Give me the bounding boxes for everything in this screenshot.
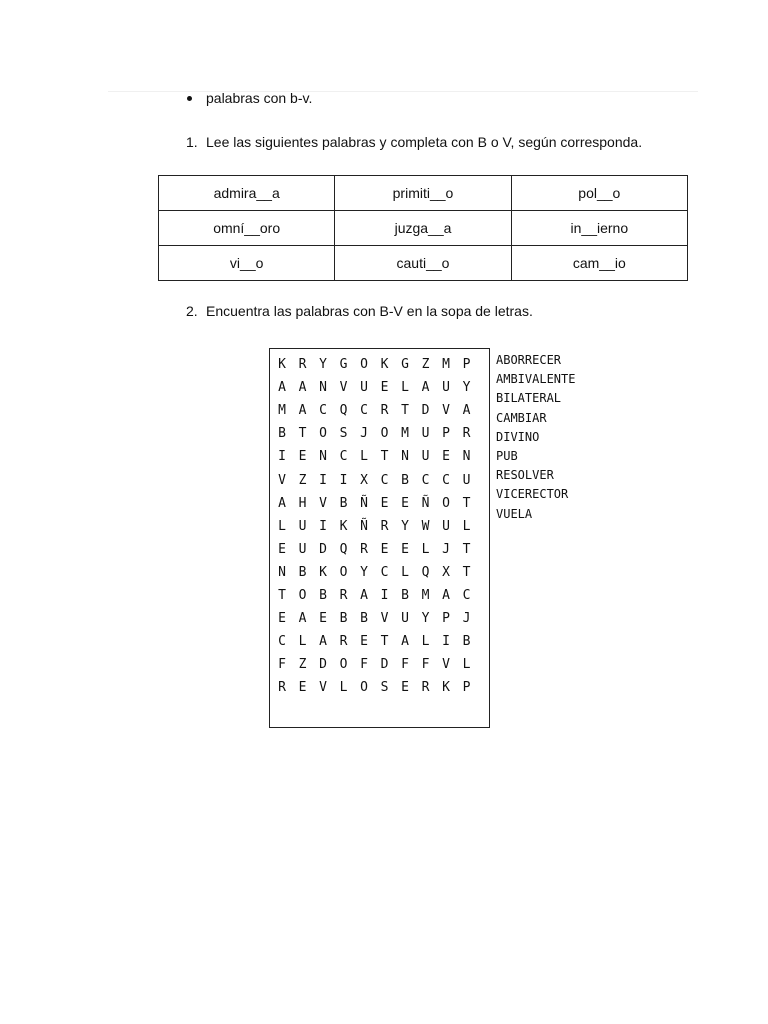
- grid-letter: U: [442, 518, 450, 534]
- grid-letter: V: [442, 657, 450, 673]
- grid-letter: E: [380, 495, 389, 511]
- instruction-2: [186, 303, 533, 319]
- grid-letter: K: [319, 564, 327, 580]
- grid-letter: R: [380, 518, 389, 534]
- table-row: [159, 246, 688, 281]
- grid-letter: A: [298, 380, 307, 396]
- grid-letter: Q: [339, 403, 348, 419]
- grid-letter: U: [360, 380, 368, 396]
- grid-letter: Y: [401, 518, 409, 534]
- grid-letter: M: [421, 588, 430, 603]
- table-cell: pol__o: [511, 176, 687, 211]
- grid-letter: G: [339, 357, 348, 372]
- grid-letter: S: [339, 426, 348, 442]
- grid-letter: P: [442, 611, 450, 627]
- grid-letter: K: [380, 357, 389, 372]
- grid-letter: Y: [421, 611, 430, 627]
- grid-letter: Z: [298, 657, 307, 673]
- word-list-item: DIVINO: [496, 429, 540, 444]
- grid-letter: T: [278, 588, 286, 603]
- bullet-icon: [187, 96, 192, 101]
- grid-letter: C: [360, 403, 368, 419]
- grid-letter: A: [319, 634, 327, 650]
- table-cell: cam__io: [511, 246, 687, 281]
- grid-letter: U: [298, 518, 307, 534]
- grid-letter: Z: [421, 357, 430, 372]
- word-list-item: PUB: [496, 448, 518, 463]
- table-cell: vi__o: [159, 246, 335, 281]
- grid-letter: V: [442, 403, 450, 419]
- grid-letter: S: [380, 680, 389, 696]
- grid-letter: E: [442, 449, 450, 465]
- grid-letter: E: [298, 680, 307, 696]
- grid-row: [270, 540, 489, 559]
- grid-letter: U: [421, 426, 430, 442]
- grid-letter: L: [339, 680, 348, 696]
- grid-letter: T: [462, 564, 471, 580]
- grid-letter: C: [442, 472, 450, 488]
- grid-letter: E: [401, 495, 409, 511]
- grid-letter: M: [278, 403, 286, 419]
- grid-letter: E: [401, 680, 409, 696]
- table-cell: omní__oro: [159, 211, 335, 246]
- grid-letter: M: [442, 357, 450, 372]
- grid-letter: L: [462, 657, 471, 673]
- grid-letter: B: [462, 634, 471, 650]
- grid-letter: K: [339, 518, 348, 534]
- grid-letter: Y: [360, 564, 368, 580]
- grid-row: [270, 609, 489, 628]
- word-list-item: VUELA: [496, 506, 533, 521]
- table-cell: juzga__a: [335, 211, 511, 246]
- grid-letter: R: [360, 541, 368, 557]
- grid-letter: L: [401, 564, 409, 580]
- grid-letter: P: [462, 680, 471, 696]
- grid-letter: Q: [339, 541, 348, 557]
- grid-letter: B: [401, 588, 409, 603]
- grid-letter: O: [360, 680, 368, 696]
- grid-letter: A: [298, 403, 307, 419]
- grid-letter: A: [462, 403, 471, 419]
- grid-row: [270, 447, 489, 466]
- grid-letter: B: [339, 611, 348, 627]
- grid-letter: Ñ: [360, 518, 368, 534]
- table-row: [159, 176, 688, 211]
- grid-row: [270, 655, 489, 674]
- grid-letter: V: [339, 380, 348, 396]
- grid-letter: R: [339, 634, 348, 650]
- word-list-item: RESOLVER: [496, 468, 554, 483]
- grid-letter: A: [278, 495, 286, 511]
- grid-row: [270, 494, 489, 513]
- grid-letter: L: [401, 380, 409, 396]
- grid-letter: I: [442, 634, 450, 650]
- grid-letter: P: [442, 426, 450, 442]
- grid-letter: I: [380, 588, 389, 603]
- grid-letter: C: [278, 634, 286, 650]
- grid-letter: T: [462, 495, 471, 511]
- grid-letter: N: [278, 564, 286, 580]
- grid-letter: R: [462, 426, 471, 442]
- grid-letter: F: [360, 657, 368, 673]
- table-cell: cauti__o: [335, 246, 511, 281]
- word-list-item: AMBIVALENTE: [496, 372, 576, 387]
- grid-row: [270, 517, 489, 536]
- grid-letter: Q: [421, 564, 430, 580]
- grid-letter: U: [401, 611, 409, 627]
- grid-letter: L: [298, 634, 307, 650]
- grid-letter: X: [442, 564, 450, 580]
- grid-letter: C: [421, 472, 430, 488]
- grid-letter: R: [298, 357, 307, 372]
- grid-letter: B: [360, 611, 368, 627]
- grid-letter: I: [278, 449, 286, 465]
- grid-letter: B: [401, 472, 409, 488]
- grid-letter: H: [298, 495, 307, 511]
- word-list-item: ABORRECER: [496, 353, 562, 367]
- grid-letter: L: [462, 518, 471, 534]
- grid-row: [270, 563, 489, 582]
- grid-letter: I: [319, 518, 327, 534]
- grid-letter: C: [380, 564, 389, 580]
- instruction-1: [186, 134, 642, 150]
- grid-letter: J: [462, 611, 471, 627]
- grid-letter: U: [442, 380, 450, 396]
- grid-letter: V: [319, 680, 327, 696]
- grid-letter: T: [298, 426, 307, 442]
- grid-letter: O: [339, 657, 348, 673]
- instruction-number: 1.: [186, 134, 198, 150]
- grid-letter: R: [421, 680, 430, 696]
- word-list-item: VICERECTOR: [496, 487, 569, 502]
- grid-letter: A: [278, 380, 286, 396]
- grid-letter: P: [462, 357, 471, 372]
- grid-letter: C: [339, 449, 348, 465]
- grid-letter: O: [339, 564, 348, 580]
- grid-letter: N: [462, 449, 471, 465]
- instruction-text: Encuentra las palabras con B-V en la sopa de letras.: [206, 303, 533, 319]
- word-list-item: CAMBIAR: [496, 410, 547, 425]
- grid-row: [270, 401, 489, 420]
- table-cell: admira__a: [159, 176, 335, 211]
- grid-letter: F: [278, 657, 286, 673]
- grid-letter: E: [380, 541, 389, 557]
- fill-in-table: [158, 175, 688, 281]
- grid-letter: A: [401, 634, 409, 650]
- grid-letter: T: [380, 634, 389, 650]
- grid-letter: V: [319, 495, 327, 511]
- grid-letter: L: [421, 634, 430, 650]
- grid-letter: L: [421, 541, 430, 557]
- grid-letter: O: [298, 588, 307, 603]
- grid-letter: T: [462, 541, 471, 557]
- grid-letter: E: [278, 611, 286, 627]
- grid-letter: D: [380, 657, 389, 673]
- grid-letter: V: [380, 611, 389, 627]
- grid-letter: D: [319, 657, 327, 673]
- grid-letter: F: [421, 657, 430, 673]
- grid-letter: C: [380, 472, 389, 488]
- grid-letter: E: [278, 541, 286, 557]
- grid-row: [270, 586, 489, 605]
- grid-letter: Y: [319, 357, 327, 372]
- grid-letter: M: [401, 426, 409, 442]
- grid-row: [270, 378, 489, 397]
- grid-letter: T: [401, 403, 409, 419]
- grid-letter: U: [421, 449, 430, 465]
- instruction-text: Lee las siguientes palabras y completa con B o V, según corresponda.: [206, 134, 643, 150]
- grid-letter: N: [319, 380, 327, 396]
- grid-letter: L: [360, 449, 368, 465]
- grid-letter: E: [380, 380, 389, 396]
- word-search-grid: [269, 348, 490, 728]
- grid-letter: Y: [462, 380, 471, 396]
- grid-letter: V: [278, 472, 286, 488]
- grid-row: [270, 678, 489, 697]
- grid-letter: A: [421, 380, 430, 396]
- topic-bullet: [187, 90, 312, 106]
- grid-letter: B: [278, 426, 286, 442]
- grid-row: [270, 424, 489, 443]
- grid-row: [270, 471, 489, 490]
- grid-letter: O: [442, 495, 450, 511]
- grid-letter: C: [319, 403, 327, 419]
- grid-letter: O: [380, 426, 389, 442]
- grid-letter: W: [421, 518, 430, 534]
- table-cell: primiti__o: [335, 176, 511, 211]
- grid-letter: E: [298, 449, 307, 465]
- grid-letter: E: [319, 611, 327, 627]
- grid-letter: Ñ: [421, 495, 430, 511]
- grid-letter: K: [442, 680, 450, 696]
- grid-letter: R: [339, 588, 348, 603]
- grid-letter: L: [278, 518, 286, 534]
- table-cell: in__ierno: [511, 211, 687, 246]
- grid-letter: N: [319, 449, 327, 465]
- table-row: [159, 211, 688, 246]
- grid-letter: B: [319, 588, 327, 603]
- grid-letter: D: [421, 403, 430, 419]
- grid-letter: I: [319, 472, 327, 488]
- topic-text: palabras con b-v.: [206, 90, 313, 106]
- grid-letter: C: [462, 588, 471, 603]
- instruction-number: 2.: [186, 303, 198, 319]
- word-list: [496, 351, 575, 524]
- grid-letter: A: [298, 611, 307, 627]
- grid-letter: T: [380, 449, 389, 465]
- grid-letter: D: [319, 541, 327, 557]
- grid-letter: O: [360, 357, 368, 372]
- grid-letter: B: [298, 564, 307, 580]
- word-list-item: BILATERAL: [496, 391, 562, 406]
- grid-letter: F: [401, 657, 409, 673]
- grid-letter: U: [298, 541, 307, 557]
- grid-letter: E: [360, 634, 368, 650]
- grid-letter: I: [339, 472, 348, 488]
- grid-letter: B: [339, 495, 348, 511]
- grid-letter: N: [401, 449, 409, 465]
- grid-letter: Ñ: [360, 495, 368, 511]
- grid-letter: A: [442, 588, 450, 603]
- grid-letter: X: [360, 472, 368, 488]
- grid-letter: O: [319, 426, 327, 442]
- grid-letter: R: [380, 403, 389, 419]
- grid-letter: G: [401, 357, 409, 372]
- grid-letter: A: [360, 588, 368, 603]
- grid-letter: J: [360, 426, 368, 442]
- grid-letter: U: [462, 472, 471, 488]
- grid-letter: K: [278, 357, 286, 372]
- grid-row: [270, 632, 489, 651]
- grid-letter: R: [278, 680, 286, 696]
- grid-letter: E: [401, 541, 409, 557]
- grid-letter: Z: [298, 472, 307, 488]
- grid-letter: J: [442, 541, 450, 557]
- grid-row: [270, 355, 489, 374]
